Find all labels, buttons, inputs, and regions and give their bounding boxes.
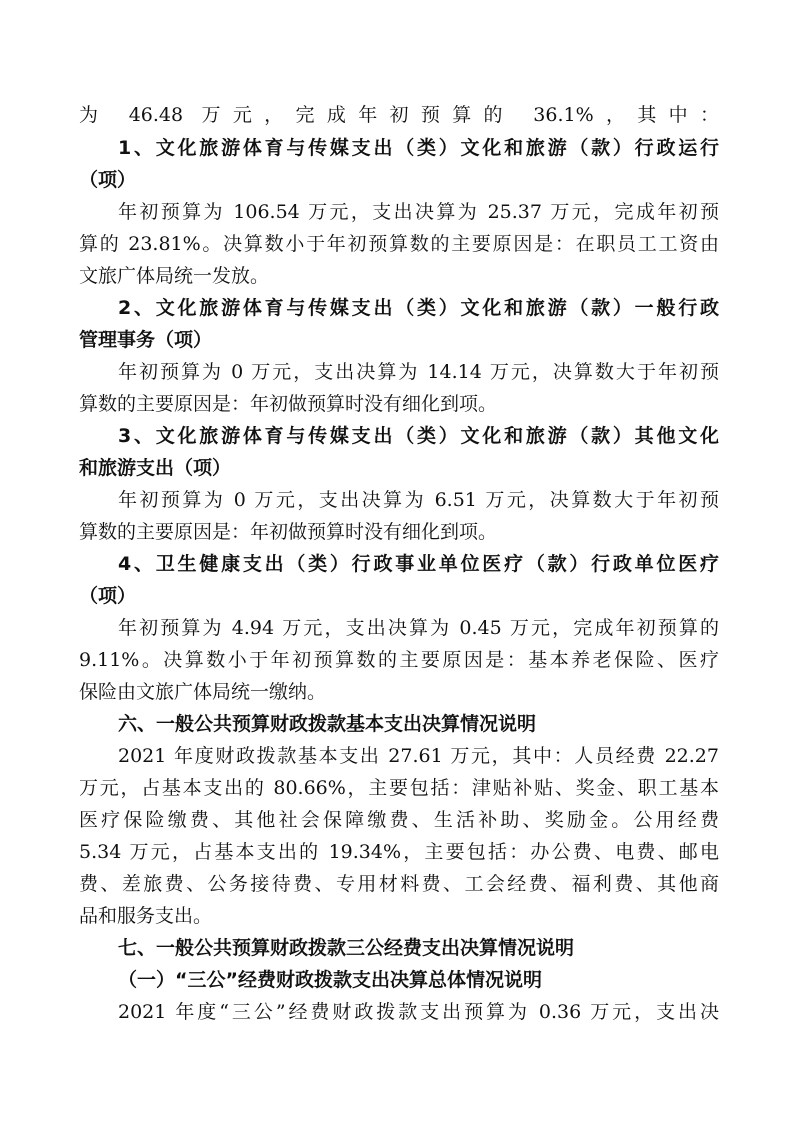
body-text-line: 2021 年度财政拨款基本支出 27.61 万元，其中：人员经费 22.27 [118,745,719,767]
section-heading-7: 七、一般公共预算财政拨款三公经费支出决算情况说明 [118,937,575,959]
item-heading-1-cont: （项） [79,169,137,191]
body-text-line: 万元，占基本支出的 80.66%，主要包括：津贴补贴、奖金、职工基本 [79,777,719,799]
body-text-line: 年初预算为 4.94 万元，支出决算为 0.45 万元，完成年初预算的 [118,617,719,639]
body-text-line: 9.11%。决算数小于年初预算数的主要原因是：基本养老保险、医疗 [79,649,719,671]
item-heading-4-cont: （项） [79,585,137,607]
item-heading-2-cont: 管理事务（项） [79,329,213,351]
item-heading-2: 2、文化旅游体育与传媒支出（类）文化和旅游（款）一般行政 [118,297,719,319]
body-text-line: 算的 23.81%。决算数小于年初预算数的主要原因是：在职员工工资由 [79,233,719,255]
body-text-line: 为 46.48 万元，完成年初预算的 36.1%，其中： [79,104,719,126]
body-text-line: 费、差旅费、公务接待费、专用材料费、工会经费、福利费、其他商 [79,873,719,895]
body-text-line: 算数的主要原因是：年初做预算时没有细化到项。 [79,393,498,415]
section-heading-6: 六、一般公共预算财政拨款基本支出决算情况说明 [118,713,537,735]
body-text-line: 品和服务支出。 [79,905,213,927]
body-text-line: 医疗保险缴费、其他社会保障缴费、生活补助、奖励金。公用经费 [79,809,719,831]
item-heading-3: 3、文化旅游体育与传媒支出（类）文化和旅游（款）其他文化 [118,425,719,447]
body-text-line: 年初预算为 0 万元，支出决算为 6.51 万元，决算数大于年初预 [118,489,719,511]
body-text-line: 年初预算为 106.54 万元，支出决算为 25.37 万元，完成年初预 [118,201,719,223]
body-text-line: 5.34 万元，占基本支出的 19.34%，主要包括：办公费、电费、邮电 [79,841,719,863]
item-heading-3-cont: 和旅游支出（项） [79,457,232,479]
body-text-line: 文旅广体局统一发放。 [79,265,270,287]
body-text-line: 2021 年度“三公”经费财政拨款支出预算为 0.36 万元，支出决 [118,1001,719,1023]
body-text-line: 算数的主要原因是：年初做预算时没有细化到项。 [79,521,498,543]
body-text-line: 年初预算为 0 万元，支出决算为 14.14 万元，决算数大于年初预 [118,361,719,383]
body-text-line: 保险由文旅广体局统一缴纳。 [79,681,327,703]
subsection-heading-1: （一）“三公”经费财政拨款支出决算总体情况说明 [118,969,542,991]
item-heading-4: 4、卫生健康支出（类）行政事业单位医疗（款）行政单位医疗 [118,553,719,575]
item-heading-1: 1、文化旅游体育与传媒支出（类）文化和旅游（款）行政运行 [118,137,719,159]
